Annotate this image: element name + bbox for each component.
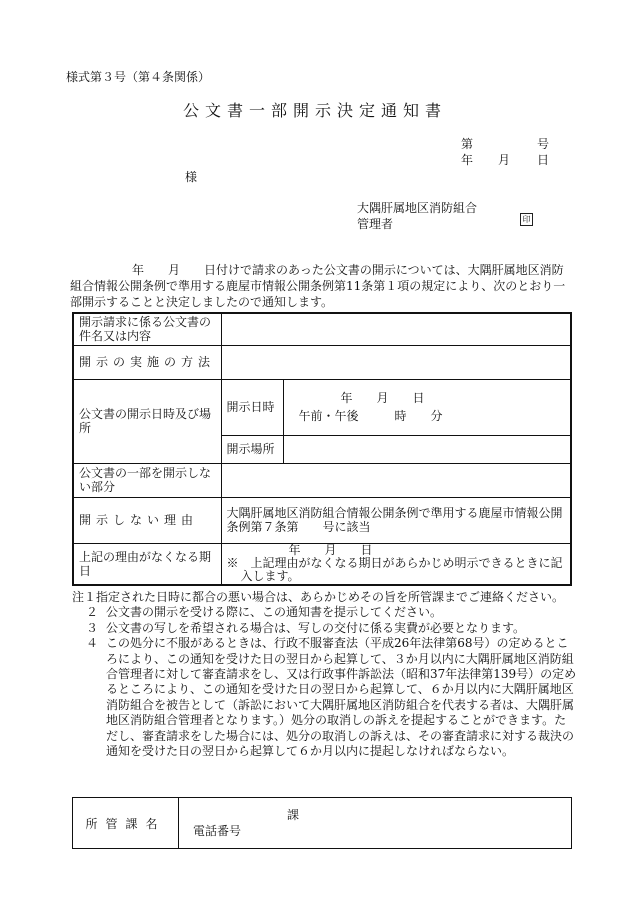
date-year-label: 年 [461, 153, 474, 167]
note-4 [72, 636, 577, 759]
dept-label: 所管課名 [73, 798, 179, 849]
note-1 [72, 590, 577, 605]
row-place-sublabel: 開示場所 [221, 435, 283, 463]
seal-mark: 印 [520, 213, 533, 226]
row-datetime-label: 開示日時 [221, 379, 283, 435]
row-expiry [73, 543, 571, 585]
row-nondisclosed-label: 公文書の一部を開示しない部分 [73, 463, 221, 497]
datetime-line1: 年 月 日 [340, 391, 425, 405]
addressee-suffix: 様 [185, 170, 198, 184]
note-4-text: この処分に不服があるときは、行政不服審査法（平成26年法律第68号）の定めるところにより、この通知を受けた日の翌日から起算して、３か月以内に大隅肝属地区消防組合管理者に対して審査請求をし、又は行政事件訴訟法（昭和37年法律第139号）の定めるところにより、この通知を受けた日の翌日から起算して、６か月以内に大隅肝属地区消防組合を被告として（訴訟において大隅肝属地区消防組合を代表する者は、大隅肝属地区消防組合管理者となります。）処分の取消しの訴えを提起することができます。ただし、審査請求をした場合には、処分の取消しの訴えは、その審査請求に対する裁決の通知を受けた日の翌日から起算して６か月以内に提起しなければならない。 [106, 636, 577, 759]
body-text: 年 月 日付けで請求のあった公文書の開示については、大隅肝属地区消防組合情報公開条例で準用する鹿屋市情報公開条例第11条第１項の規定により、次のとおり一部開示することと決定しましたので通知します。 [70, 263, 566, 309]
note-1-mark: 注１ [72, 590, 97, 604]
doc-number-suffix: 号 [537, 137, 550, 151]
row-datetime-value[interactable] [283, 379, 571, 435]
note-4-mark: ４ [86, 636, 99, 651]
row-reason-label: 開示しない理由 [73, 497, 221, 543]
document-title: 公文書一部開示決定通知書 [182, 101, 447, 120]
department-table [72, 797, 572, 849]
row-expiry-value[interactable] [221, 543, 571, 585]
dept-ka: 課 [287, 808, 300, 822]
doc-number-label: 第 [461, 137, 474, 151]
row-reason [73, 497, 571, 543]
body-paragraph [70, 262, 575, 310]
notes-section [72, 590, 577, 759]
row-reason-value: 大隅肝属地区消防組合情報公開条例で準用する鹿屋市情報公開条例第７条第 号に該当 [221, 497, 571, 543]
row-subject-value[interactable] [221, 313, 571, 345]
note-2-text: 公文書の開示を受ける際に、この通知書を提示してください。 [106, 605, 443, 620]
note-1-text: 指定された日時に都合の悪い場合は、あらかじめその旨を所管課までご連絡ください。 [96, 590, 565, 604]
row-subject-label: 開示請求に係る公文書の件名又は内容 [73, 313, 221, 345]
row-method [73, 345, 571, 379]
expiry-note: ※ 上記理由がなくなる期日があらかじめ明示できるときに記入します。 [226, 556, 563, 584]
row-datetime [73, 379, 571, 435]
row-expiry-label: 上記の理由がなくなる期日 [73, 543, 221, 585]
expiry-date: 年 月 日 [288, 543, 373, 558]
sender-manager: 管理者 [357, 217, 394, 231]
date-day-label: 日 [537, 153, 550, 167]
datetime-line2: 午前・午後 時 分 [298, 409, 443, 423]
dept-phone: 電話番号 [193, 824, 242, 838]
note-2 [72, 605, 577, 620]
dept-value[interactable] [179, 798, 572, 849]
disclosure-table [72, 312, 572, 586]
date-month-label: 月 [498, 153, 511, 167]
row-nondisclosed-part [73, 463, 571, 497]
note-2-mark: ２ [86, 605, 99, 620]
row-method-label: 開示の実施の方法 [73, 345, 221, 379]
row-place-label: 公文書の開示日時及び場所 [73, 379, 221, 463]
note-3-mark: ３ [86, 620, 99, 635]
form-number: 様式第３号（第４条関係） [66, 70, 211, 84]
sender-org: 大隅肝属地区消防組合 [357, 201, 478, 215]
row-method-value[interactable] [221, 345, 571, 379]
note-3 [72, 621, 577, 636]
row-nondisclosed-value[interactable] [221, 463, 571, 497]
row-subject [73, 313, 571, 345]
note-3-text: 公文書の写しを希望される場合は、写しの交付に係る実費が必要となります。 [106, 620, 526, 635]
row-place-value[interactable] [283, 435, 571, 463]
